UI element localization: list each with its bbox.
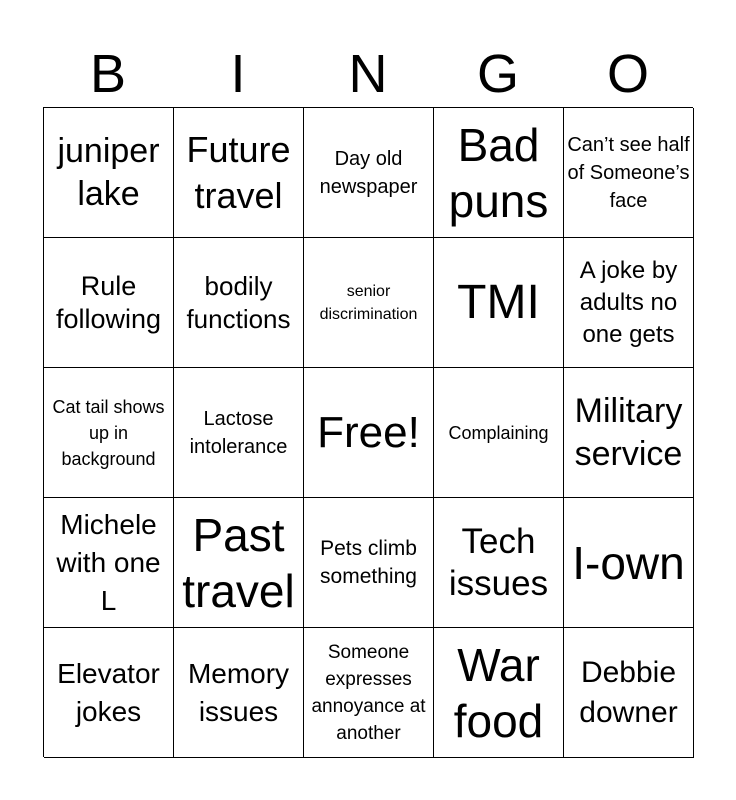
cell-label: A joke by adults no one gets (579, 256, 678, 348)
header-letter-i: I (230, 44, 246, 104)
bingo-cell-r2c4[interactable] (434, 238, 564, 368)
bingo-cell-r4c2[interactable] (174, 498, 304, 628)
cell-label: Michele with one L (56, 508, 161, 616)
bingo-cell-r2c1[interactable] (44, 238, 174, 368)
cell-label: Past travel (182, 508, 295, 617)
bingo-cell-r3c4[interactable] (434, 368, 564, 498)
bingo-cell-r5c2[interactable] (174, 628, 304, 758)
bingo-cell-r3c2[interactable] (174, 368, 304, 498)
cell-label: Someone expresses annoyance at another (311, 641, 426, 744)
cell-label: senior discrimination (319, 282, 418, 323)
cell-label: Pets climb something (320, 536, 417, 588)
cell-label: juniper lake (57, 131, 160, 213)
cell-label: bodily functions (186, 270, 291, 334)
header-letter-n: N (348, 44, 388, 104)
bingo-board (43, 107, 693, 757)
bingo-cell-r5c3[interactable] (304, 628, 434, 758)
cell-label: I-own (572, 536, 685, 589)
bingo-cell-r2c3[interactable] (304, 238, 434, 368)
cell-label: Bad puns (448, 118, 549, 227)
cell-label: Tech issues (448, 521, 549, 603)
bingo-cell-r2c5[interactable] (564, 238, 694, 368)
header-letter-b: B (89, 44, 127, 104)
cell-label: TMI (457, 275, 540, 329)
bingo-cell-r1c3[interactable] (304, 108, 434, 238)
bingo-cell-r4c1[interactable] (44, 498, 174, 628)
bingo-cell-r5c4[interactable] (434, 628, 564, 758)
bingo-cell-r3c3[interactable] (304, 368, 434, 498)
bingo-cell-r4c4[interactable] (434, 498, 564, 628)
cell-label: Complaining (448, 422, 549, 443)
bingo-cell-r5c1[interactable] (44, 628, 174, 758)
cell-label: Can’t see half of Someone’s face (567, 133, 690, 212)
cell-label: Rule following (55, 270, 162, 334)
bingo-cell-r3c1[interactable] (44, 368, 174, 498)
bingo-cell-r2c2[interactable] (174, 238, 304, 368)
bingo-cell-r1c5[interactable] (564, 108, 694, 238)
cell-label: War food (453, 638, 544, 747)
cell-label: Memory issues (187, 657, 290, 727)
header-letter-g: G (476, 44, 519, 104)
cell-label: Future travel (186, 128, 291, 216)
cell-label: Lactose intolerance (189, 407, 288, 458)
cell-label: Military service (574, 391, 683, 473)
bingo-cell-r1c2[interactable] (174, 108, 304, 238)
bingo-cell-r4c5[interactable] (564, 498, 694, 628)
cell-label: Elevator jokes (57, 657, 160, 727)
bingo-cell-r3c5[interactable] (564, 368, 694, 498)
cell-label: Cat tail shows up in background (52, 396, 165, 469)
bingo-header (43, 40, 693, 108)
cell-label: Day old newspaper (319, 147, 418, 198)
bingo-cell-r1c4[interactable] (434, 108, 564, 238)
bingo-cell-r5c5[interactable] (564, 628, 694, 758)
header-letter-o: O (606, 44, 649, 104)
bingo-cell-r1c1[interactable] (44, 108, 174, 238)
free-space: Free! (317, 407, 420, 457)
bingo-cell-r4c3[interactable] (304, 498, 434, 628)
cell-label: Debbie downer (579, 655, 678, 729)
